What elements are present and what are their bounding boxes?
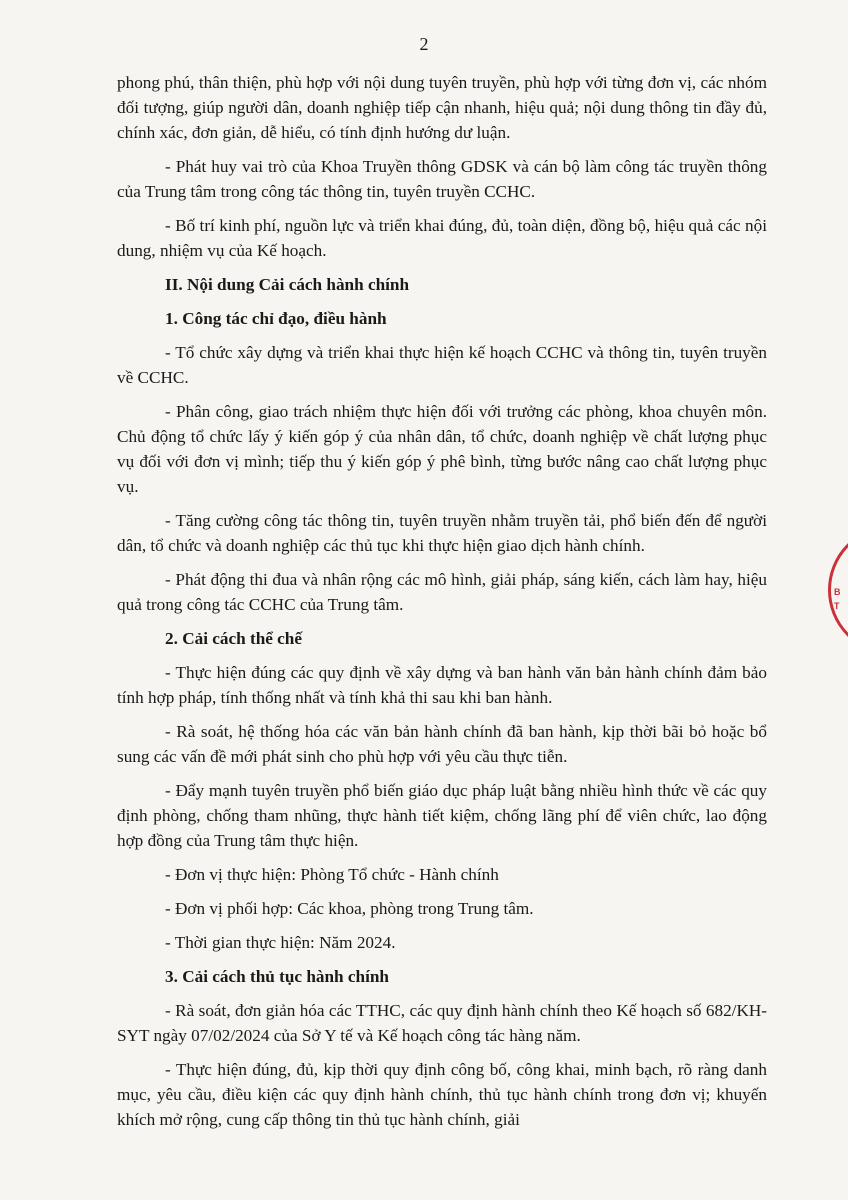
body-paragraph: - Thực hiện đúng các quy định về xây dựng và ban hành văn bản hành chính đảm bảo tính hợp pháp, tính thống nhất và tính khả thi sau khi ban hành. [117, 663, 767, 707]
body-paragraph: - Thực hiện đúng, đủ, kịp thời quy định công bố, công khai, minh bạch, rõ ràng danh mục, yêu cầu, điều kiện các quy định hành chính, thủ tục hành chính trong đơn vị; khuyến khích mở rộng, cung cấp thông tin thủ tục hành chính, giải [117, 1060, 767, 1129]
red-stamp-seal [828, 525, 848, 655]
document-body [117, 70, 767, 1141]
body-paragraph: - Đơn vị thực hiện: Phòng Tổ chức - Hành chính [165, 865, 499, 884]
section-heading: 3. Cải cách thủ tục hành chính [165, 967, 389, 986]
body-paragraph: - Phân công, giao trách nhiệm thực hiện đối với trưởng các phòng, khoa chuyên môn. Chủ động tổ chức lấy ý kiến góp ý của nhân dân, tổ chức, doanh nghiệp về chất lượng phục vụ đối với đơn vị mình; tiếp thu ý kiến góp ý phê bình, từng bước nâng cao chất lượng phục vụ. [117, 402, 767, 496]
body-paragraph: - Tổ chức xây dựng và triển khai thực hiện kế hoạch CCHC và thông tin, tuyên truyền về CCHC. [117, 343, 767, 387]
page-number: 2 [419, 34, 429, 54]
section-heading: 2. Cải cách thể chế [165, 629, 302, 648]
body-paragraph: - Phát huy vai trò của Khoa Truyền thông GDSK và cán bộ làm công tác truyền thông của Trung tâm trong công tác thông tin, tuyên truyền CCHC. [117, 157, 767, 201]
body-paragraph: phong phú, thân thiện, phù hợp với nội dung tuyên truyền, phù hợp với từng đơn vị, các nhóm đối tượng, giúp người dân, doanh nghiệp tiếp cận nhanh, hiệu quả; nội dung thông tin đầy đủ, chính xác, đơn giản, dễ hiểu, có tính định hướng dư luận. [117, 73, 767, 142]
body-paragraph: - Đẩy mạnh tuyên truyền phổ biến giáo dục pháp luật bằng nhiều hình thức về các quy định phòng, chống tham nhũng, thực hành tiết kiệm, chống lãng phí để viên chức, lao động hợp đồng của Trung tâm thực hiện. [117, 781, 767, 850]
body-paragraph: - Thời gian thực hiện: Năm 2024. [165, 933, 396, 952]
body-paragraph: - Đơn vị phối hợp: Các khoa, phòng trong Trung tâm. [165, 899, 534, 918]
section-heading: II. Nội dung Cải cách hành chính [165, 275, 410, 294]
body-paragraph: - Phát động thi đua và nhân rộng các mô hình, giải pháp, sáng kiến, cách làm hay, hiệu quả trong công tác CCHC của Trung tâm. [117, 570, 767, 614]
stamp-letter: T [834, 601, 840, 611]
stamp-letter: B [834, 587, 841, 597]
body-paragraph: - Rà soát, hệ thống hóa các văn bản hành chính đã ban hành, kịp thời bãi bỏ hoặc bổ sung các vấn đề mới phát sinh cho phù hợp với yêu cầu thực tiễn. [117, 722, 767, 766]
body-paragraph: - Bố trí kinh phí, nguồn lực và triển khai đúng, đủ, toàn diện, đồng bộ, hiệu quả các nội dung, nhiệm vụ của Kế hoạch. [117, 216, 767, 260]
section-heading: 1. Công tác chỉ đạo, điều hành [165, 309, 387, 328]
body-paragraph: - Rà soát, đơn giản hóa các TTHC, các quy định hành chính theo Kế hoạch số 682/KH-SYT ngày 07/02/2024 của Sở Y tế và Kế hoạch công tác hàng năm. [117, 1001, 767, 1045]
body-paragraph: - Tăng cường công tác thông tin, tuyên truyền nhằm truyền tải, phổ biến đến để người dân, tổ chức và doanh nghiệp các thủ tục khi thực hiện giao dịch hành chính. [117, 511, 767, 555]
